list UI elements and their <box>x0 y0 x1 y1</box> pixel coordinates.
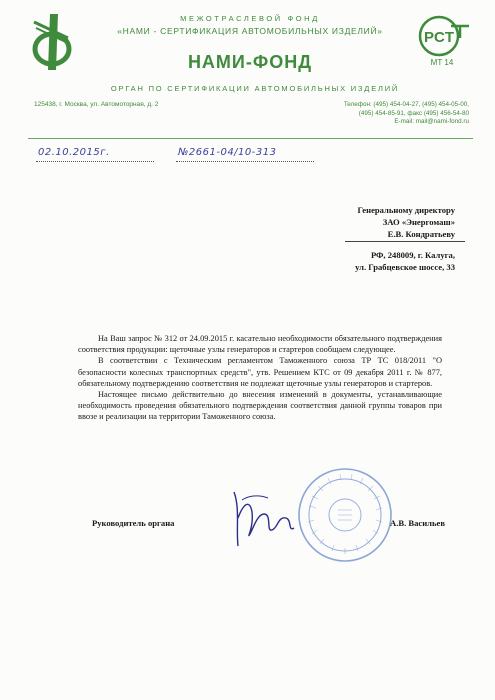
recipient-line: ЗАО «Энергомаш» <box>382 216 455 227</box>
body-paragraph: Настоящее письмо действительно до внесения изменений в документы, устанавливающие необходимость проведения обязательного подтверждения соответствия данной группы товаров при ввозе и реализации на территории Таможенного союза. <box>78 390 442 422</box>
certification-body-line: ОРГАН ПО СЕРТИФИКАЦИИ АВТОМОБИЛЬНЫХ ИЗДЕЛИЙ <box>110 84 400 93</box>
body-paragraph: В соответствии с Техническим регламентом Таможенного союза ТР ТС 018/2011 "О безопасности колесных транспортных средств", утв. Решением КТС от 09 декабря 2011 г. № 877, обязательному подтверждению соответствия не подлежат щеточные узлы генераторов и стартеров. <box>78 356 442 388</box>
contact-line: Телефон: (495) 454-04-27, (495) 454-05-00, <box>343 101 469 108</box>
handwritten-outgoing-number: №2661-04/10-313 <box>178 147 277 158</box>
recipient-block <box>357 205 455 240</box>
sender-contacts <box>344 101 469 127</box>
body-paragraph: На Ваш запрос № 312 от 24.09.2015 г. касательно необходимости обязательного подтверждения соответствия продукции: щеточные узлы генераторов и стартеров сообщаем следующее. <box>78 334 442 355</box>
recipient-line: Генеральному директору <box>357 205 455 215</box>
fund-full-name: «НАМИ - СЕРТИФИКАЦИЯ АВТОМОБИЛЬНЫХ ИЗДЕЛИЙ» <box>117 26 383 36</box>
recipient-address-line: РФ, 248009, г. Калуга, <box>370 250 455 260</box>
organization-stamp <box>296 466 394 564</box>
org-name: НАМИ-ФОНД <box>187 52 313 72</box>
sender-address: 125438, г. Москва, ул. Автомоторная, д. 2 <box>34 101 159 108</box>
date-dotted-line <box>36 161 154 162</box>
number-dotted-line <box>176 161 314 162</box>
letter-body <box>78 333 442 423</box>
signer-position: Руководитель органа <box>92 518 175 528</box>
fund-line: МЕЖОТРАСЛЕВОЙ ФОНД <box>180 14 320 23</box>
recipient-address <box>355 249 455 274</box>
nami-fond-logo <box>28 8 78 74</box>
recipient-divider <box>345 241 465 242</box>
cert-mark-code: МТ 14 <box>430 58 454 67</box>
recipient-line: Е.В. Кондратьеву <box>387 228 455 239</box>
cert-logo-text: PCT <box>424 29 454 46</box>
handwritten-signature <box>228 488 298 550</box>
handwritten-date: 02.10.2015г. <box>38 147 110 158</box>
header-divider <box>28 138 473 139</box>
recipient-address-line: ул. Грабцевское шоссе, 33 <box>355 262 455 273</box>
signer-name: А.В. Васильев <box>390 518 445 528</box>
contact-line: (495) 454-85-91, факс (495) 456-54-80 <box>358 109 469 117</box>
rst-certification-mark-icon <box>411 12 473 82</box>
contact-line: E-mail: mail@nami-fond.ru <box>394 118 469 126</box>
